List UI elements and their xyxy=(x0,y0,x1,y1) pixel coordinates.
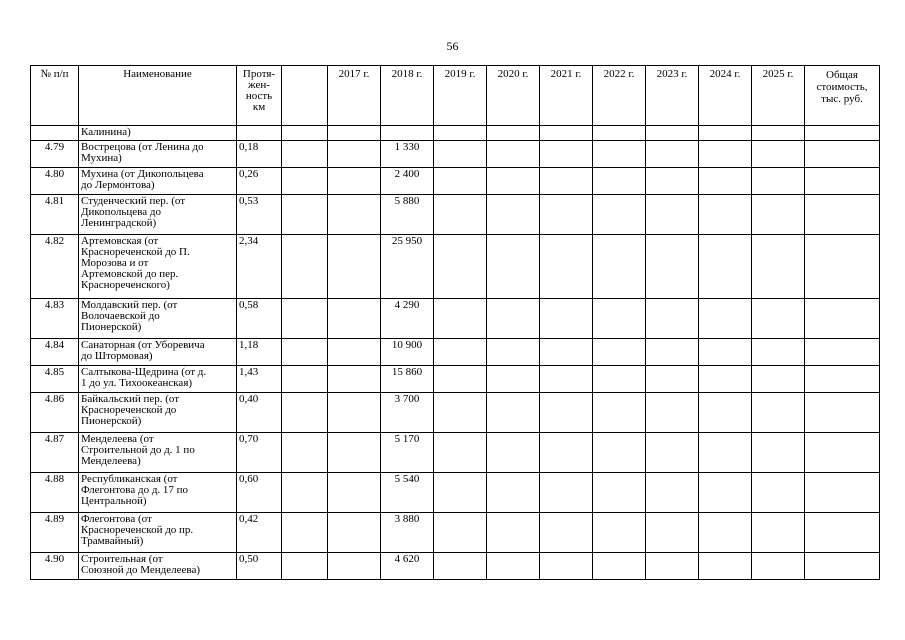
row-total-cost xyxy=(805,126,880,141)
row-value-2022 xyxy=(593,473,646,513)
header-year-2017: 2017 г. xyxy=(328,66,381,126)
row-length: 1,18 xyxy=(237,339,282,366)
row-value-2024 xyxy=(699,168,752,195)
row-name-line: 1 до ул. Тихоокеанская) xyxy=(81,377,193,389)
row-name-line: Артемовской до пер. xyxy=(81,268,179,280)
row-value-2020 xyxy=(487,126,540,141)
row-value-2025 xyxy=(752,393,805,433)
row-value-2024 xyxy=(699,235,752,299)
row-value-2023 xyxy=(646,433,699,473)
row-name-line: Ленинградской) xyxy=(81,217,157,229)
row-number: 4.85 xyxy=(31,366,79,393)
row-value-2025 xyxy=(752,339,805,366)
table-row xyxy=(31,513,880,553)
row-name-line: Флегонтова (от xyxy=(81,513,152,525)
row-total-cost xyxy=(805,433,880,473)
row-value-2017 xyxy=(328,168,381,195)
row-name xyxy=(79,168,237,195)
row-value-2018: 4 620 xyxy=(381,553,434,580)
header-number: № п/п xyxy=(31,66,79,126)
row-value-2017 xyxy=(328,433,381,473)
row-length: 2,34 xyxy=(237,235,282,299)
header-year-2018: 2018 г. xyxy=(381,66,434,126)
row-value-2020 xyxy=(487,235,540,299)
row-value-2018: 3 880 xyxy=(381,513,434,553)
header-length-line: ность xyxy=(245,90,273,102)
row-value-2019 xyxy=(434,141,487,168)
row-name-line: Байкальский пер. (от xyxy=(81,393,180,405)
header-row xyxy=(31,66,880,126)
row-total-cost xyxy=(805,299,880,339)
table-body xyxy=(31,126,880,580)
table-row xyxy=(31,195,880,235)
row-length: 0,53 xyxy=(237,195,282,235)
row-value-2023 xyxy=(646,393,699,433)
row-value-2023 xyxy=(646,195,699,235)
row-name-line: Краснореченского) xyxy=(81,279,170,291)
table-row xyxy=(31,168,880,195)
row-name-line: Морозова и от xyxy=(81,257,149,269)
row-value-2022 xyxy=(593,168,646,195)
row-name-line: Мухина) xyxy=(81,152,122,164)
row-value-2024 xyxy=(699,339,752,366)
row-value-2019 xyxy=(434,513,487,553)
row-number: 4.84 xyxy=(31,339,79,366)
page-number: 56 xyxy=(446,39,459,53)
row-value-2021 xyxy=(540,513,593,553)
row-value-2017 xyxy=(328,393,381,433)
row-value-2023 xyxy=(646,339,699,366)
row-name xyxy=(79,141,237,168)
row-value-2021 xyxy=(540,126,593,141)
row-name xyxy=(79,195,237,235)
row-value-2022 xyxy=(593,235,646,299)
row-value-2023 xyxy=(646,126,699,141)
table-row xyxy=(31,393,880,433)
header-length-line: жен- xyxy=(248,79,270,91)
row-length: 0,50 xyxy=(237,553,282,580)
row-number: 4.86 xyxy=(31,393,79,433)
row-value-2024 xyxy=(699,473,752,513)
header-year-2022: 2022 г. xyxy=(593,66,646,126)
row-value-2025 xyxy=(752,141,805,168)
row-value-2025 xyxy=(752,299,805,339)
row-value-2025 xyxy=(752,126,805,141)
row-name-line: Краснореченской до xyxy=(81,404,177,416)
row-length: 0,40 xyxy=(237,393,282,433)
row-value-2020 xyxy=(487,433,540,473)
row-name-line: Краснореченской до пр. xyxy=(81,524,194,536)
row-value-2021 xyxy=(540,168,593,195)
row-name-line: Республиканская (от xyxy=(81,473,178,485)
row-value-2018: 1 330 xyxy=(381,141,434,168)
row-value-2017 xyxy=(328,126,381,141)
row-value-2018: 5 880 xyxy=(381,195,434,235)
row-value-2024 xyxy=(699,126,752,141)
row-length: 0,58 xyxy=(237,299,282,339)
row-name-line: Салтыкова-Щедрина (от д. xyxy=(81,366,207,378)
row-length: 1,43 xyxy=(237,366,282,393)
row-name-line: Менделеева) xyxy=(81,455,141,467)
row-total-cost xyxy=(805,141,880,168)
header-year-2024: 2024 г. xyxy=(699,66,752,126)
row-name-line: Флегонтова до д. 17 по xyxy=(81,484,189,496)
row-value-2024 xyxy=(699,299,752,339)
row-number: 4.81 xyxy=(31,195,79,235)
row-value-2022 xyxy=(593,433,646,473)
table-row xyxy=(31,433,880,473)
row-value-2024 xyxy=(699,366,752,393)
row-value-2020 xyxy=(487,195,540,235)
row-value-2021 xyxy=(540,553,593,580)
row-value-2021 xyxy=(540,141,593,168)
row-length: 0,42 xyxy=(237,513,282,553)
row-name-line: до Лермонтова) xyxy=(81,179,155,191)
row-value-2023 xyxy=(646,473,699,513)
table-row xyxy=(31,473,880,513)
row-value-2018: 3 700 xyxy=(381,393,434,433)
row-name xyxy=(79,513,237,553)
row-name-line: Пионерской) xyxy=(81,415,142,427)
table-row xyxy=(31,299,880,339)
row-value-2017 xyxy=(328,553,381,580)
row-value-2018: 15 860 xyxy=(381,366,434,393)
row-value-2017 xyxy=(328,473,381,513)
row-value-2017 xyxy=(328,235,381,299)
row-value-2019 xyxy=(434,366,487,393)
row-value-2020 xyxy=(487,339,540,366)
row-value-2025 xyxy=(752,473,805,513)
row-value-2022 xyxy=(593,195,646,235)
row-value-2022 xyxy=(593,126,646,141)
row-name xyxy=(79,393,237,433)
row-blank-cell xyxy=(282,126,328,141)
row-total-cost xyxy=(805,393,880,433)
row-number: 4.88 xyxy=(31,473,79,513)
row-name xyxy=(79,126,237,141)
row-length: 0,18 xyxy=(237,141,282,168)
row-name-line: Молдавский пер. (от xyxy=(81,299,178,311)
row-name-line: Дикопольцева до xyxy=(81,206,161,218)
row-name xyxy=(79,553,237,580)
row-value-2022 xyxy=(593,299,646,339)
row-value-2025 xyxy=(752,433,805,473)
row-value-2021 xyxy=(540,393,593,433)
row-total-cost xyxy=(805,168,880,195)
row-value-2025 xyxy=(752,235,805,299)
row-total-cost xyxy=(805,513,880,553)
row-blank-cell xyxy=(282,195,328,235)
row-value-2025 xyxy=(752,553,805,580)
row-value-2019 xyxy=(434,235,487,299)
road-cost-table xyxy=(30,65,880,580)
row-value-2025 xyxy=(752,366,805,393)
row-name-line: Мухина (от Дикопольцева xyxy=(81,168,204,180)
row-total-cost xyxy=(805,366,880,393)
row-value-2020 xyxy=(487,553,540,580)
row-value-2019 xyxy=(434,126,487,141)
row-value-2021 xyxy=(540,339,593,366)
row-value-2021 xyxy=(540,433,593,473)
header-year-2020: 2020 г. xyxy=(487,66,540,126)
row-blank-cell xyxy=(282,553,328,580)
row-number: 4.89 xyxy=(31,513,79,553)
row-value-2020 xyxy=(487,168,540,195)
row-name-line: Союзной до Менделеева) xyxy=(81,564,201,576)
row-value-2019 xyxy=(434,553,487,580)
row-number: 4.87 xyxy=(31,433,79,473)
row-value-2025 xyxy=(752,168,805,195)
row-value-2021 xyxy=(540,235,593,299)
header-name: Наименование xyxy=(79,66,237,126)
row-name-line: Артемовская (от xyxy=(81,235,159,247)
row-value-2023 xyxy=(646,141,699,168)
row-value-2025 xyxy=(752,195,805,235)
row-value-2024 xyxy=(699,393,752,433)
row-value-2024 xyxy=(699,433,752,473)
table-row xyxy=(31,339,880,366)
row-total-cost xyxy=(805,195,880,235)
row-name-line: Строительная (от xyxy=(81,553,163,565)
row-value-2020 xyxy=(487,299,540,339)
row-value-2021 xyxy=(540,299,593,339)
header-total-line: тыс. руб. xyxy=(821,93,863,105)
row-value-2019 xyxy=(434,299,487,339)
row-blank-cell xyxy=(282,433,328,473)
header-length-line: Протя- xyxy=(242,68,276,80)
row-value-2020 xyxy=(487,366,540,393)
header-year-2019: 2019 г. xyxy=(434,66,487,126)
header-total-line: Общая xyxy=(826,69,858,81)
row-name-line: до Штормовая) xyxy=(81,350,153,362)
row-blank-cell xyxy=(282,366,328,393)
row-value-2019 xyxy=(434,393,487,433)
row-name xyxy=(79,433,237,473)
row-value-2023 xyxy=(646,235,699,299)
row-blank-cell xyxy=(282,141,328,168)
row-name-line: Калинина) xyxy=(81,126,131,138)
row-name xyxy=(79,366,237,393)
row-value-2025 xyxy=(752,513,805,553)
row-value-2022 xyxy=(593,366,646,393)
row-value-2020 xyxy=(487,393,540,433)
row-blank-cell xyxy=(282,235,328,299)
row-name xyxy=(79,473,237,513)
row-length xyxy=(237,126,282,141)
row-value-2024 xyxy=(699,141,752,168)
row-value-2023 xyxy=(646,168,699,195)
row-value-2017 xyxy=(328,141,381,168)
row-length: 0,60 xyxy=(237,473,282,513)
row-number: 4.79 xyxy=(31,141,79,168)
row-value-2020 xyxy=(487,141,540,168)
row-name-line: Волочаевской до xyxy=(81,310,160,322)
header-total-line: стоимость, xyxy=(816,81,868,93)
row-length: 0,70 xyxy=(237,433,282,473)
row-value-2023 xyxy=(646,553,699,580)
row-value-2018: 25 950 xyxy=(381,235,434,299)
row-value-2021 xyxy=(540,366,593,393)
header-total-cost xyxy=(805,66,880,126)
row-value-2024 xyxy=(699,195,752,235)
row-value-2019 xyxy=(434,339,487,366)
row-name-line: Краснореченской до П. xyxy=(81,246,190,258)
row-name xyxy=(79,339,237,366)
row-value-2018: 5 170 xyxy=(381,433,434,473)
row-value-2018 xyxy=(381,126,434,141)
header-year-2021: 2021 г. xyxy=(540,66,593,126)
header-year-2023: 2023 г. xyxy=(646,66,699,126)
row-blank-cell xyxy=(282,393,328,433)
row-value-2022 xyxy=(593,393,646,433)
header-blank xyxy=(282,66,328,126)
table-row xyxy=(31,235,880,299)
row-value-2022 xyxy=(593,141,646,168)
row-value-2017 xyxy=(328,299,381,339)
row-name xyxy=(79,235,237,299)
row-value-2021 xyxy=(540,473,593,513)
row-blank-cell xyxy=(282,473,328,513)
row-total-cost xyxy=(805,235,880,299)
row-name-line: Центральной) xyxy=(81,495,147,507)
row-value-2020 xyxy=(487,513,540,553)
row-value-2021 xyxy=(540,195,593,235)
row-value-2023 xyxy=(646,299,699,339)
row-name-line: Пионерской) xyxy=(81,321,142,333)
row-blank-cell xyxy=(282,299,328,339)
table-row xyxy=(31,126,880,141)
row-name-line: Студенческий пер. (от xyxy=(81,195,186,207)
row-value-2022 xyxy=(593,553,646,580)
row-value-2022 xyxy=(593,339,646,366)
row-name-line: Строительной до д. 1 по xyxy=(81,444,195,456)
header-length xyxy=(237,66,282,126)
row-number: 4.90 xyxy=(31,553,79,580)
table-row xyxy=(31,141,880,168)
row-value-2018: 4 290 xyxy=(381,299,434,339)
row-value-2019 xyxy=(434,433,487,473)
row-value-2024 xyxy=(699,513,752,553)
row-name-line: Вострецова (от Ленина до xyxy=(81,141,204,153)
row-value-2024 xyxy=(699,553,752,580)
row-value-2017 xyxy=(328,366,381,393)
table-row xyxy=(31,366,880,393)
row-number xyxy=(31,126,79,141)
row-number: 4.82 xyxy=(31,235,79,299)
row-name-line: Менделеева (от xyxy=(81,433,154,445)
row-name-line: Санаторная (от Уборевича xyxy=(81,339,205,351)
row-value-2017 xyxy=(328,195,381,235)
row-name-line: Трамвайный) xyxy=(81,535,144,547)
row-value-2019 xyxy=(434,195,487,235)
row-total-cost xyxy=(805,553,880,580)
header-year-2025: 2025 г. xyxy=(752,66,805,126)
row-value-2017 xyxy=(328,339,381,366)
row-value-2020 xyxy=(487,473,540,513)
row-number: 4.80 xyxy=(31,168,79,195)
row-length: 0,26 xyxy=(237,168,282,195)
row-value-2023 xyxy=(646,366,699,393)
table-row xyxy=(31,553,880,580)
row-value-2023 xyxy=(646,513,699,553)
row-value-2022 xyxy=(593,513,646,553)
row-number: 4.83 xyxy=(31,299,79,339)
header-length-line: км xyxy=(252,101,266,113)
row-total-cost xyxy=(805,339,880,366)
row-value-2018: 2 400 xyxy=(381,168,434,195)
row-name xyxy=(79,299,237,339)
row-value-2019 xyxy=(434,473,487,513)
row-blank-cell xyxy=(282,339,328,366)
row-total-cost xyxy=(805,473,880,513)
row-value-2018: 5 540 xyxy=(381,473,434,513)
row-value-2019 xyxy=(434,168,487,195)
row-value-2018: 10 900 xyxy=(381,339,434,366)
row-blank-cell xyxy=(282,513,328,553)
row-value-2017 xyxy=(328,513,381,553)
row-blank-cell xyxy=(282,168,328,195)
